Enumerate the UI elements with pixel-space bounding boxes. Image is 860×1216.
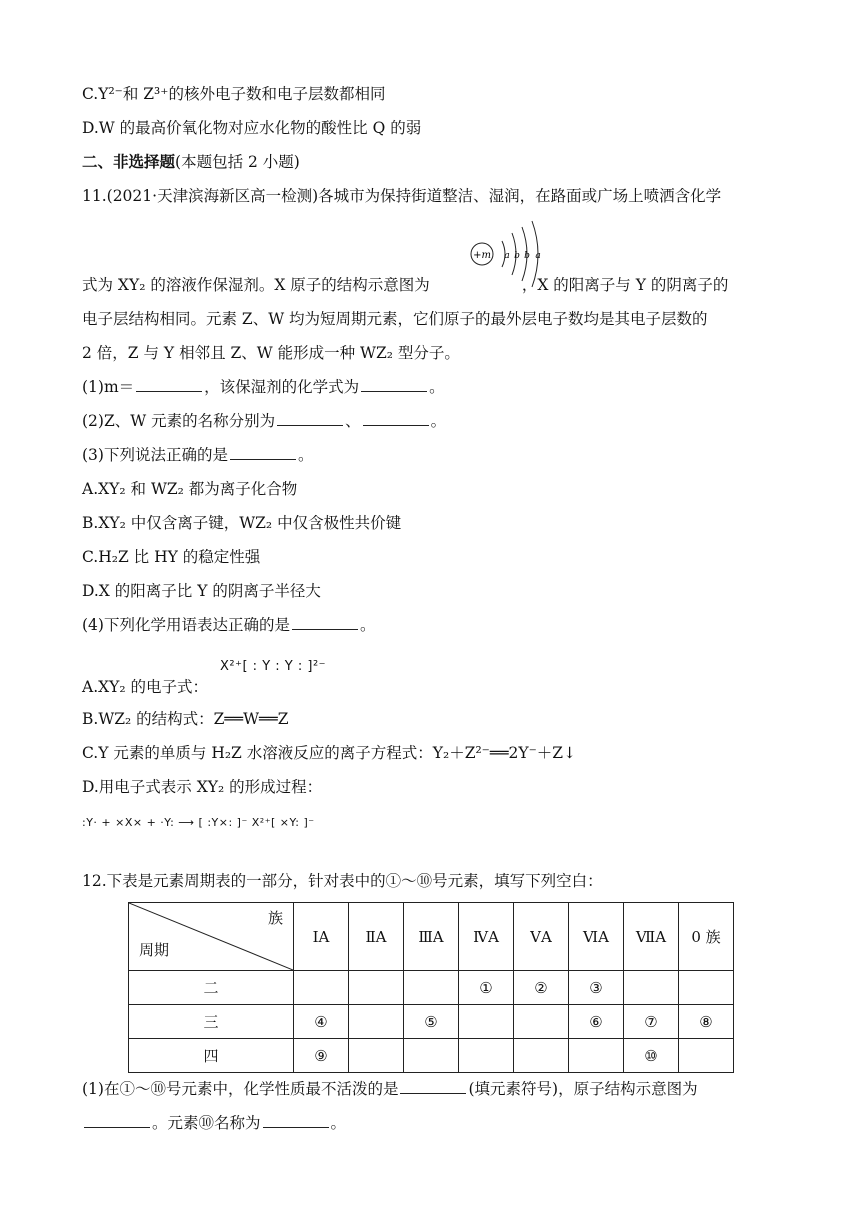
option-10c: C.Y²⁻和 Z³⁺的核外电子数和电子层数都相同 xyxy=(82,85,386,103)
answer-blank[interactable] xyxy=(230,445,296,460)
answer-blank[interactable] xyxy=(84,1113,150,1128)
nucleus-label: +m xyxy=(473,250,491,261)
periodic-table-excerpt xyxy=(128,902,734,1073)
period-label: 四 xyxy=(129,1039,294,1073)
q11-part3 xyxy=(82,444,313,466)
table-cell: ② xyxy=(514,971,569,1005)
table-cell xyxy=(569,1039,624,1073)
q11-part2-a: (2)Z、W 元素的名称分别为 xyxy=(82,412,276,430)
table-cell: ④ xyxy=(294,1005,349,1039)
table-corner-cell xyxy=(129,903,294,971)
table-cell: ⑧ xyxy=(679,1005,734,1039)
answer-blank[interactable] xyxy=(361,377,427,392)
q11-part3-b: 。 xyxy=(297,446,314,464)
q11-part3-a: (3)下列说法正确的是 xyxy=(82,446,228,464)
option-11-4c: C.Y 元素的单质与 H₂Z 水溶液反应的离子方程式：Y₂＋Z²⁻══2Y⁻＋Z↓ xyxy=(82,744,577,762)
shell-label: a xyxy=(504,251,510,261)
q11-part1-a: (1)m＝ xyxy=(82,378,135,396)
group-header: ⅠA xyxy=(294,903,349,971)
electron-formula-a: X²⁺[ : Y : Y : ]²⁻ xyxy=(220,659,327,674)
group-header: ⅢA xyxy=(404,903,459,971)
q11-part1-b: ，该保湿剂的化学式为 xyxy=(204,378,360,396)
table-cell xyxy=(349,971,404,1005)
q11-intro: 11.(2021·天津滨海新区高一检测)各城市为保持街道整洁、湿润，在路面或广场上喷洒含化学 xyxy=(82,187,722,205)
shell-label: b xyxy=(514,251,520,261)
table-cell xyxy=(404,1039,459,1073)
section-heading xyxy=(82,151,300,173)
table-cell xyxy=(459,1039,514,1073)
q12-part1 xyxy=(82,1078,698,1100)
corner-label-group: 族 xyxy=(267,909,283,927)
table-row xyxy=(129,1039,734,1073)
table-cell: ① xyxy=(459,971,514,1005)
corner-label-period: 周期 xyxy=(139,941,170,959)
option-11-3d: D.X 的阳离子比 Y 的阴离子半径大 xyxy=(82,582,321,600)
table-cell xyxy=(624,971,679,1005)
q12-part1-a: (1)在①～⑩号元素中，化学性质最不活泼的是 xyxy=(82,1080,399,1098)
option-11-3a: A.XY₂ 和 WZ₂ 都为离子化合物 xyxy=(82,480,298,498)
table-header-row xyxy=(129,903,734,971)
q11-line2-a: 式为 XY₂ 的溶液作保湿剂。X 原子的结构示意图为 xyxy=(82,276,430,294)
group-header: ⅥA xyxy=(569,903,624,971)
answer-blank[interactable] xyxy=(400,1079,466,1094)
q11-part2-c: 。 xyxy=(430,412,447,430)
period-label: 三 xyxy=(129,1005,294,1039)
group-header: ⅣA xyxy=(459,903,514,971)
table-cell xyxy=(349,1005,404,1039)
option-11-3b: B.XY₂ 中仅含离子键，WZ₂ 中仅含极性共价键 xyxy=(82,514,402,532)
table-cell: ⑩ xyxy=(624,1039,679,1073)
table-cell xyxy=(514,1039,569,1073)
q11-line3: 电子层结构相同。元素 Z、W 均为短周期元素，它们原子的最外层电子数均是其电子层数的 xyxy=(82,310,708,328)
section-title: 二、非选择题 xyxy=(82,152,176,171)
q11-part2-b: 、 xyxy=(345,412,361,430)
group-header: ⅤA xyxy=(514,903,569,971)
table-row xyxy=(129,1005,734,1039)
q12-part1-c: 。元素⑩名称为 xyxy=(152,1114,261,1132)
formation-process-formula: :Y· + ×X× + ·Y: ⟶ [ :Y×: ]⁻ X²⁺[ ×Y: ]⁻ xyxy=(82,816,315,829)
section-note: (本题包括 2 小题) xyxy=(175,153,300,171)
q11-line4: 2 倍，Z 与 Y 相邻且 Z、W 能形成一种 WZ₂ 型分子。 xyxy=(82,344,460,362)
answer-blank[interactable] xyxy=(363,411,429,426)
q12-part1-d: 。 xyxy=(330,1114,347,1132)
group-header: 0 族 xyxy=(679,903,734,971)
option-11-3c: C.H₂Z 比 HY 的稳定性强 xyxy=(82,548,261,566)
table-cell xyxy=(459,1005,514,1039)
option-10d: D.W 的最高价氧化物对应水化物的酸性比 Q 的弱 xyxy=(82,119,422,137)
table-cell xyxy=(679,1039,734,1073)
shell-label: a xyxy=(535,251,541,261)
answer-blank[interactable] xyxy=(136,377,202,392)
option-11-4b: B.WZ₂ 的结构式：Z══W══Z xyxy=(82,710,289,728)
q11-line2 xyxy=(82,274,728,296)
table-cell: ⑤ xyxy=(404,1005,459,1039)
q11-part1-c: 。 xyxy=(429,378,445,396)
table-row xyxy=(129,971,734,1005)
q11-line2-b: ，X 的阳离子与 Y 的阴离子的 xyxy=(521,276,729,294)
q11-part1 xyxy=(82,376,445,398)
table-cell xyxy=(679,971,734,1005)
answer-blank[interactable] xyxy=(292,615,358,630)
table-cell: ⑥ xyxy=(569,1005,624,1039)
q11-part4-b: 。 xyxy=(359,616,376,634)
q12-intro: 12.下表是元素周期表的一部分，针对表中的①～⑩号元素，填写下列空白： xyxy=(82,872,603,890)
shell-label: b xyxy=(524,251,530,261)
q11-part2 xyxy=(82,410,446,432)
q12-part1-cont xyxy=(82,1112,346,1134)
table-cell xyxy=(349,1039,404,1073)
option-11-4d: D.用电子式表示 XY₂ 的形成过程： xyxy=(82,778,323,796)
table-cell xyxy=(294,971,349,1005)
table-cell: ③ xyxy=(569,971,624,1005)
table-cell: ⑨ xyxy=(294,1039,349,1073)
option-11-4a: A.XY₂ 的电子式： xyxy=(82,678,209,696)
table-cell: ⑦ xyxy=(624,1005,679,1039)
answer-blank[interactable] xyxy=(263,1113,329,1128)
q11-part4 xyxy=(82,614,375,636)
group-header: ⅦA xyxy=(624,903,679,971)
period-label: 二 xyxy=(129,971,294,1005)
group-header: ⅡA xyxy=(349,903,404,971)
q12-part1-b: (填元素符号)，原子结构示意图为 xyxy=(468,1080,698,1098)
table-cell xyxy=(404,971,459,1005)
answer-blank[interactable] xyxy=(277,411,343,426)
q11-part4-a: (4)下列化学用语表达正确的是 xyxy=(82,616,290,634)
table-cell xyxy=(514,1005,569,1039)
